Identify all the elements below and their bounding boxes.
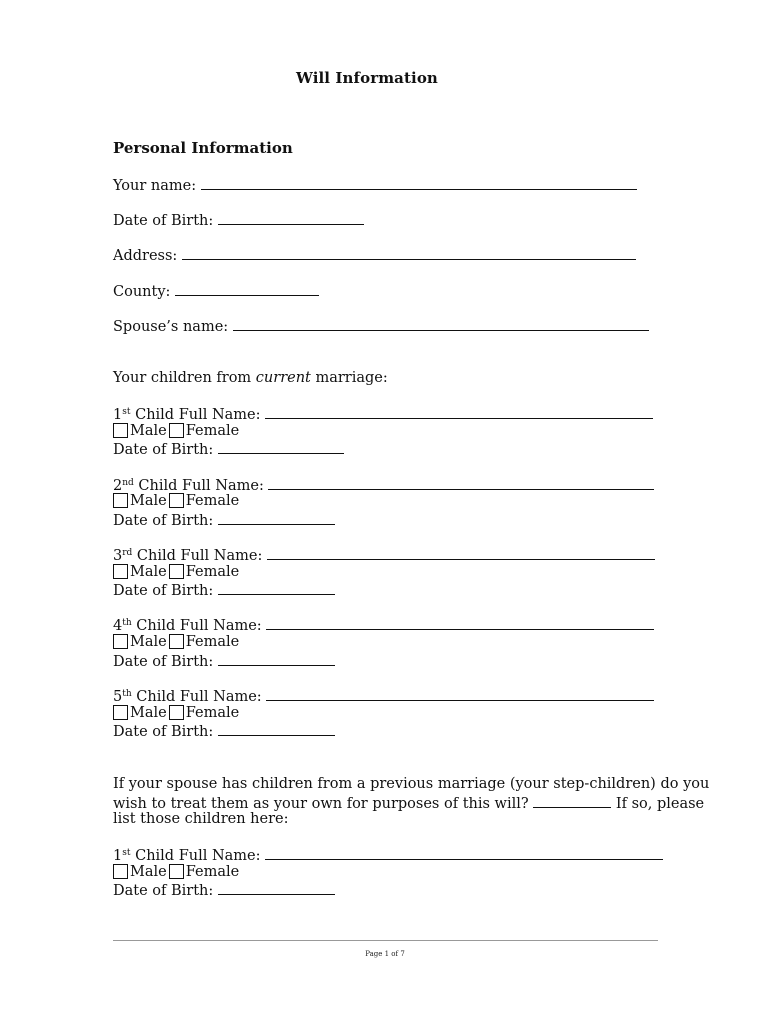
child-5-gender-row — [113, 704, 239, 722]
child-dob-label: Date of Birth: — [113, 513, 214, 529]
male-checkbox[interactable] — [113, 493, 128, 508]
child-4-gender-row — [113, 633, 239, 651]
child-2-name-field[interactable] — [268, 475, 654, 490]
child-dob-label: Date of Birth: — [113, 883, 214, 899]
child-name-label: Child Full Name: — [138, 478, 264, 494]
female-label: Female — [185, 705, 240, 721]
child-2-dob-row — [113, 510, 335, 530]
child-name-label: Child Full Name: — [135, 848, 261, 864]
child-ordinal: 4 — [113, 618, 123, 634]
child-1-dob-row — [113, 439, 344, 459]
children-intro-text: Your children from — [113, 370, 256, 386]
child-3-name-field[interactable] — [267, 545, 655, 560]
address-row — [113, 245, 636, 265]
child-ordinal-suffix: nd — [122, 478, 134, 488]
female-checkbox[interactable] — [169, 705, 184, 720]
dob-label: Date of Birth: — [113, 213, 214, 229]
child-ordinal: 1 — [113, 848, 123, 864]
children-intro — [113, 369, 388, 387]
page-number: Page 1 of 7 — [365, 950, 405, 958]
male-checkbox[interactable] — [113, 423, 128, 438]
child-ordinal-suffix: th — [122, 689, 132, 699]
child-3-gender-row — [113, 563, 239, 581]
child-5-name-row — [113, 686, 654, 706]
spouse-name-row — [113, 316, 649, 336]
footer-divider — [113, 940, 658, 941]
your-name-row — [113, 175, 637, 195]
step-child-1-dob-field[interactable] — [218, 880, 335, 895]
female-checkbox[interactable] — [169, 493, 184, 508]
document-title: Will Information — [296, 69, 438, 87]
child-2-dob-field[interactable] — [218, 510, 335, 525]
child-name-label: Child Full Name: — [135, 407, 261, 423]
female-checkbox[interactable] — [169, 423, 184, 438]
female-label: Female — [185, 864, 240, 880]
child-4-name-row — [113, 615, 654, 635]
step-children-question-line-3: list those children here: — [113, 811, 289, 827]
male-checkbox[interactable] — [113, 634, 128, 649]
address-field[interactable] — [182, 245, 636, 260]
step-child-1-dob-row — [113, 880, 335, 900]
dob-field[interactable] — [218, 210, 364, 225]
spouse-name-field[interactable] — [233, 316, 649, 331]
step-children-answer-field[interactable] — [533, 793, 611, 808]
child-1-dob-field[interactable] — [218, 439, 344, 454]
female-label: Female — [185, 634, 240, 650]
male-checkbox[interactable] — [113, 564, 128, 579]
child-5-name-field[interactable] — [266, 686, 654, 701]
child-4-dob-row — [113, 651, 335, 671]
female-checkbox[interactable] — [169, 864, 184, 879]
address-label: Address: — [113, 248, 178, 264]
your-name-field[interactable] — [201, 175, 637, 190]
child-name-label: Child Full Name: — [136, 618, 262, 634]
child-dob-label: Date of Birth: — [113, 583, 214, 599]
male-label: Male — [130, 864, 167, 880]
dob-row — [113, 210, 364, 230]
child-1-name-field[interactable] — [265, 404, 653, 419]
step-children-question-text-end: If so, please — [615, 796, 705, 812]
spouse-name-label: Spouse’s name: — [113, 319, 229, 335]
step-children-question-text: wish to treat them as your own for purposes of this will? — [113, 796, 529, 812]
step-children-question-line-1: If your spouse has children from a previous marriage (your step-children) do you — [113, 776, 710, 792]
male-checkbox[interactable] — [113, 864, 128, 879]
child-1-name-row — [113, 404, 653, 424]
child-ordinal: 2 — [113, 478, 123, 494]
child-5-dob-field[interactable] — [218, 721, 335, 736]
female-label: Female — [185, 564, 240, 580]
children-intro-emphasis: current — [255, 370, 311, 386]
child-ordinal-suffix: st — [122, 407, 131, 417]
county-row — [113, 281, 319, 301]
child-dob-label: Date of Birth: — [113, 724, 214, 740]
female-label: Female — [185, 423, 240, 439]
male-label: Male — [130, 634, 167, 650]
county-label: County: — [113, 284, 171, 300]
male-label: Male — [130, 423, 167, 439]
child-ordinal-suffix: th — [122, 618, 132, 628]
step-child-1-name-field[interactable] — [265, 845, 663, 860]
male-label: Male — [130, 493, 167, 509]
children-intro-text-end: marriage: — [310, 370, 388, 386]
child-4-dob-field[interactable] — [218, 651, 335, 666]
child-name-label: Child Full Name: — [136, 548, 263, 564]
child-3-dob-row — [113, 580, 335, 600]
male-label: Male — [130, 705, 167, 721]
male-label: Male — [130, 564, 167, 580]
your-name-label: Your name: — [113, 178, 197, 194]
step-child-1-gender-row — [113, 863, 239, 881]
child-3-name-row — [113, 545, 655, 565]
female-label: Female — [185, 493, 240, 509]
child-dob-label: Date of Birth: — [113, 654, 214, 670]
child-3-dob-field[interactable] — [218, 580, 335, 595]
child-4-name-field[interactable] — [266, 615, 654, 630]
child-ordinal: 5 — [113, 689, 123, 705]
step-child-1-name-row — [113, 845, 663, 865]
child-dob-label: Date of Birth: — [113, 442, 214, 458]
female-checkbox[interactable] — [169, 634, 184, 649]
male-checkbox[interactable] — [113, 705, 128, 720]
child-name-label: Child Full Name: — [136, 689, 262, 705]
section-title-personal-information: Personal Information — [113, 139, 293, 157]
child-ordinal: 1 — [113, 407, 123, 423]
child-5-dob-row — [113, 721, 335, 741]
child-2-gender-row — [113, 492, 239, 510]
child-ordinal-suffix: st — [122, 848, 131, 858]
child-ordinal: 3 — [113, 548, 123, 564]
county-field[interactable] — [175, 281, 319, 296]
child-1-gender-row — [113, 422, 239, 440]
female-checkbox[interactable] — [169, 564, 184, 579]
child-ordinal-suffix: rd — [122, 548, 133, 558]
